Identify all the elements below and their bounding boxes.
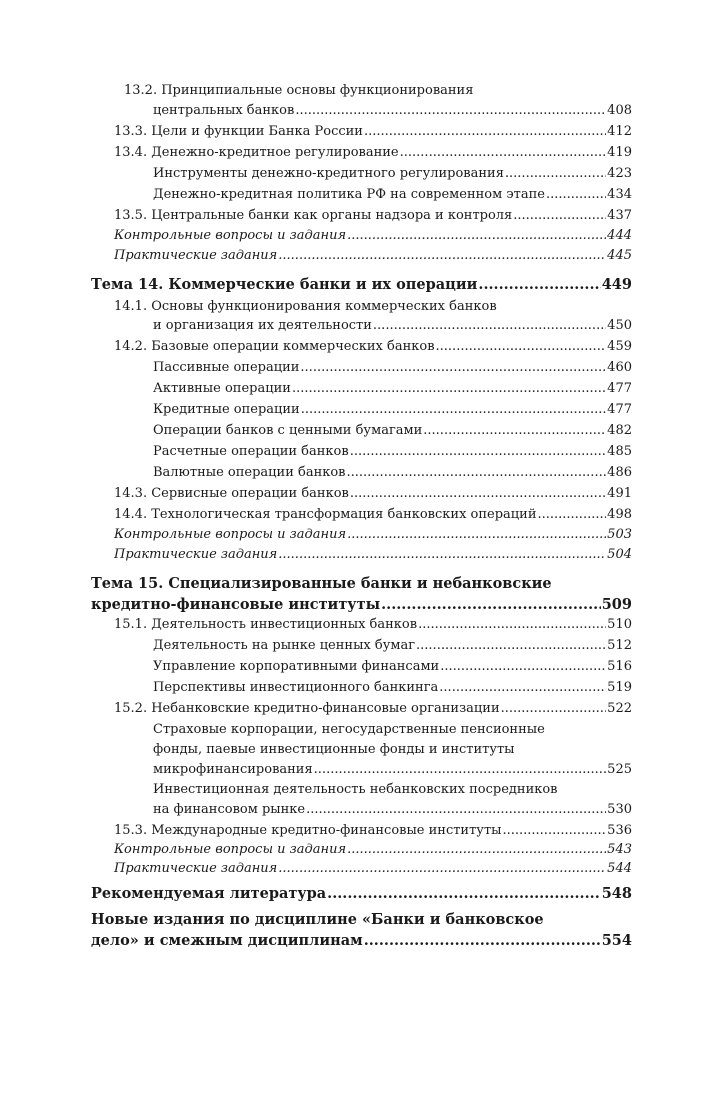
- toc-entry: [114, 298, 497, 315]
- entry-page: 434: [607, 187, 632, 202]
- toc-entry: [153, 317, 632, 334]
- toc-entry: [153, 781, 558, 798]
- toc-chapter: [91, 573, 552, 594]
- entry-page: 525: [607, 762, 632, 777]
- dot-leader: [278, 546, 606, 563]
- entry-page: 485: [607, 444, 632, 459]
- entry-page: 460: [607, 360, 632, 375]
- toc-entry: [124, 82, 473, 99]
- toc-entry: [114, 144, 632, 161]
- dot-leader: [278, 860, 606, 877]
- dot-leader: [546, 186, 606, 203]
- entry-page: 437: [607, 208, 632, 223]
- toc-entry: [153, 801, 632, 818]
- chapter-title: Новые издания по дисциплине «Банки и банковское: [91, 911, 544, 928]
- toc-entry: [153, 380, 632, 397]
- toc-entry: [153, 741, 515, 758]
- toc-entry: [114, 526, 632, 543]
- entry-title: Валютные операции банков: [153, 465, 346, 480]
- entry-title: Практические задания: [114, 547, 278, 562]
- chapter-page: 449: [601, 276, 632, 293]
- entry-title: и организация их деятельности: [153, 318, 372, 333]
- dot-leader: [537, 506, 606, 523]
- entry-title: 14.3. Сервисные операции банков: [114, 486, 349, 501]
- dot-leader: [350, 485, 606, 502]
- entry-title: Денежно-кредитная политика РФ на современном этапе: [153, 187, 545, 202]
- entry-title: Практические задания: [114, 248, 278, 263]
- entry-page: 543: [607, 842, 632, 857]
- chapter-title: Тема 15. Специализированные банки и небанковские: [91, 575, 552, 592]
- toc-entry: [114, 616, 632, 633]
- entry-page: 503: [607, 527, 632, 542]
- entry-title: Деятельность на рынке ценных бумаг: [153, 638, 416, 653]
- entry-page: 423: [607, 166, 632, 181]
- entry-title: Страховые корпорации, негосударственные пенсионные: [153, 722, 545, 737]
- chapter-page: 548: [601, 885, 632, 902]
- toc-entry: [114, 227, 632, 244]
- toc-entry: [114, 822, 632, 839]
- toc-entry: [153, 186, 632, 203]
- dot-leader: [347, 526, 606, 543]
- entry-page: 477: [607, 402, 632, 417]
- dot-leader: [347, 841, 606, 858]
- entry-title: микрофинансирования: [153, 762, 313, 777]
- chapter-title: Рекомендуемая литература: [91, 885, 327, 902]
- chapter-title: дело» и смежным дисциплинам: [91, 932, 363, 949]
- dot-leader: [502, 822, 606, 839]
- entry-title: 13.4. Денежно-кредитное регулирование: [114, 145, 399, 160]
- toc-entry: [153, 422, 632, 439]
- entry-page: 516: [607, 659, 632, 674]
- entry-page: 450: [607, 318, 632, 333]
- entry-title: Перспективы инвестиционного банкинга: [153, 680, 439, 695]
- entry-title: 14.4. Технологическая трансформация банковских операций: [114, 507, 537, 522]
- entry-page: 491: [607, 486, 632, 501]
- entry-page: 522: [607, 701, 632, 716]
- entry-page: 459: [607, 339, 632, 354]
- entry-page: 412: [607, 124, 632, 139]
- entry-title: Операции банков с ценными бумагами: [153, 423, 423, 438]
- entry-title: 14.2. Базовые операции коммерческих банков: [114, 339, 435, 354]
- entry-page: 536: [607, 823, 632, 838]
- entry-page: 408: [607, 103, 632, 118]
- toc-entry: [114, 841, 632, 858]
- dot-leader: [373, 317, 606, 334]
- entry-title: Управление корпоративными финансами: [153, 659, 440, 674]
- entry-page: 530: [607, 802, 632, 817]
- toc-entry: [153, 443, 632, 460]
- dot-leader: [314, 761, 607, 778]
- entry-title: 13.2. Принципиальные основы функционирования: [124, 83, 474, 98]
- toc-entry: [114, 700, 632, 717]
- toc-entry: [153, 401, 632, 418]
- entry-title: Контрольные вопросы и задания: [114, 228, 347, 243]
- dot-leader: [423, 422, 606, 439]
- entry-page: 486: [607, 465, 632, 480]
- dot-leader: [306, 801, 606, 818]
- dot-leader: [400, 144, 607, 161]
- toc-entry: [153, 637, 632, 654]
- toc-chapter: [91, 274, 632, 295]
- dot-leader: [347, 464, 607, 481]
- dot-leader: [350, 443, 606, 460]
- toc-entry: [114, 123, 632, 140]
- chapter-page: 509: [601, 596, 632, 613]
- toc-entry: [114, 338, 632, 355]
- dot-leader: [439, 679, 606, 696]
- dot-leader: [505, 165, 606, 182]
- dot-leader: [364, 930, 601, 951]
- dot-leader: [327, 883, 601, 904]
- toc-entry: [114, 506, 632, 523]
- toc-entry: [153, 165, 632, 182]
- toc-entry: [153, 721, 545, 738]
- entry-page: 419: [607, 145, 632, 160]
- entry-title: 15.2. Небанковские кредитно-финансовые организации: [114, 701, 500, 716]
- entry-title: Практические задания: [114, 861, 278, 876]
- toc-chapter: [91, 594, 632, 615]
- entry-title: 15.3. Международные кредитно-финансовые институты: [114, 823, 502, 838]
- entry-title: Контрольные вопросы и задания: [114, 527, 347, 542]
- dot-leader: [436, 338, 607, 355]
- entry-page: 477: [607, 381, 632, 396]
- entry-title: Активные операции: [153, 381, 291, 396]
- toc-chapter: [91, 930, 632, 951]
- dot-leader: [416, 637, 606, 654]
- entry-title: Расчетные операции банков: [153, 444, 349, 459]
- entry-title: Инвестиционная деятельность небанковских посредников: [153, 782, 558, 797]
- toc-chapter: [91, 883, 632, 904]
- entry-title: Кредитные операции: [153, 402, 300, 417]
- entry-page: 498: [607, 507, 632, 522]
- dot-leader: [440, 658, 606, 675]
- dot-leader: [364, 123, 606, 140]
- toc-entry: [114, 546, 632, 563]
- dot-leader: [501, 700, 607, 717]
- toc-entry: [114, 247, 632, 264]
- dot-leader: [418, 616, 606, 633]
- entry-page: 445: [607, 248, 632, 263]
- toc-entry: [153, 761, 632, 778]
- entry-page: 512: [607, 638, 632, 653]
- toc-entry: [153, 359, 632, 376]
- toc-entry: [153, 658, 632, 675]
- entry-page: 504: [607, 547, 632, 562]
- toc-entry: [114, 207, 632, 224]
- dot-leader: [292, 380, 606, 397]
- toc-entry: [153, 102, 632, 119]
- toc-entry: [114, 860, 632, 877]
- entry-title: 13.3. Цели и функции Банка России: [114, 124, 363, 139]
- entry-title: 14.1. Основы функционирования коммерческих банков: [114, 299, 497, 314]
- chapter-title: кредитно-финансовые институты: [91, 596, 381, 613]
- chapter-title: Тема 14. Коммерческие банки и их операции: [91, 276, 478, 293]
- entry-page: 510: [607, 617, 632, 632]
- entry-page: 482: [607, 423, 632, 438]
- entry-title: центральных банков: [153, 103, 295, 118]
- toc-chapter: [91, 909, 544, 930]
- entry-title: Пассивные операции: [153, 360, 300, 375]
- toc-entry: [153, 679, 632, 696]
- entry-page: 519: [607, 680, 632, 695]
- entry-title: на финансовом рынке: [153, 802, 306, 817]
- chapter-page: 554: [601, 932, 632, 949]
- dot-leader: [278, 247, 606, 264]
- toc-entry: [114, 485, 632, 502]
- dot-leader: [478, 274, 600, 295]
- entry-title: 13.5. Центральные банки как органы надзора и контроля: [114, 208, 513, 223]
- dot-leader: [301, 401, 606, 418]
- entry-title: Инструменты денежно-кредитного регулирования: [153, 166, 504, 181]
- toc-entry: [153, 464, 632, 481]
- entry-title: фонды, паевые инвестиционные фонды и институты: [153, 742, 515, 757]
- dot-leader: [295, 102, 606, 119]
- entry-page: 544: [607, 861, 632, 876]
- dot-leader: [300, 359, 606, 376]
- entry-page: 444: [607, 228, 632, 243]
- dot-leader: [347, 227, 606, 244]
- entry-title: Контрольные вопросы и задания: [114, 842, 347, 857]
- dot-leader: [381, 594, 601, 615]
- dot-leader: [513, 207, 606, 224]
- entry-title: 15.1. Деятельность инвестиционных банков: [114, 617, 418, 632]
